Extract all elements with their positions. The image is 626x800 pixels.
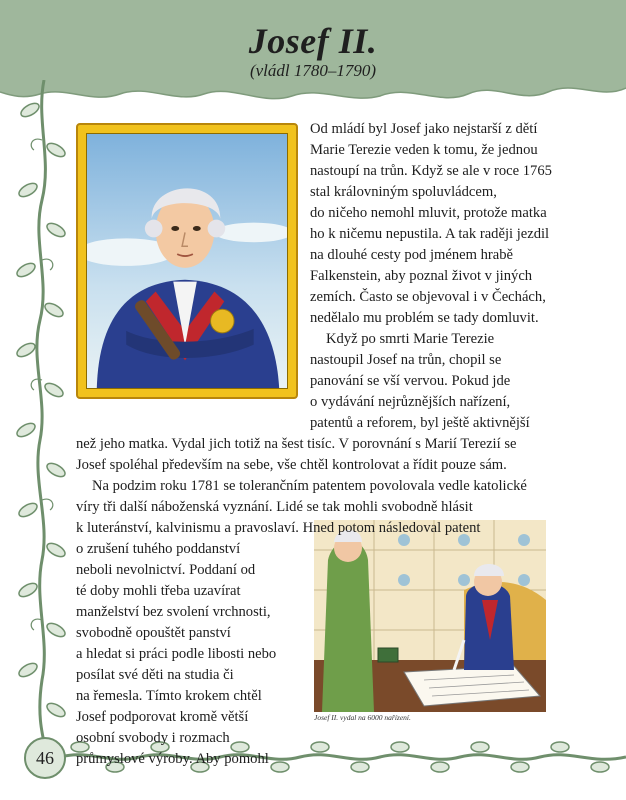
portrait-frame <box>76 123 298 399</box>
body-text-line: manželství bez svolení vrchnosti, <box>76 604 271 620</box>
body-text-line: Když po smrti Marie Terezie <box>326 331 495 347</box>
body-text-line: patentů a reforem, byl ještě aktivnější <box>310 415 530 431</box>
body-text-line: nastoupil Josef na trůn, chopil se <box>310 352 502 368</box>
body-text-line: Od mládí byl Josef jako nejstarší z dětí <box>310 121 538 137</box>
body-text-line: do ničeho nemohl mluvit, protože matka <box>310 205 547 221</box>
scene-caption: Josef II. vydal na 6000 nařízení. <box>314 713 411 722</box>
body-text-line: na řemesla. Tímto krokem chtěl <box>76 688 262 704</box>
body-text-line: na dlouhé cesty pod jménem hrabě <box>310 247 514 263</box>
body-text-line: nedělalo mu problém se tady domluvit. <box>310 310 539 326</box>
portrait-illustration <box>86 133 288 389</box>
body-text-line: zemích. Často se objevoval i v Čechách, <box>310 289 546 305</box>
body-text-line: než jeho matka. Vydal jich totiž na šest tisíc. V porovnání s Marií Terezií se <box>76 436 517 452</box>
body-text-line: a hledat si práci podle libosti nebo <box>76 646 277 662</box>
page-title: Josef II. <box>248 21 378 61</box>
body-text-line: nastoupí na trůn. Když se ale v roce 1765 <box>310 163 552 179</box>
body-text-line: Josef podporovat kromě větší <box>76 709 249 725</box>
page-subtitle: (vládl 1780–1790) <box>249 61 377 80</box>
body-text-line: svobodně opouštět panství <box>76 625 231 641</box>
body-text-line: neboli nevolnictví. Poddaní od <box>76 562 256 578</box>
body-text-line: ho k ničemu nepustila. A tak raději jezdil <box>310 226 550 242</box>
body-text-line: osobní svobody i rozmach <box>76 730 230 746</box>
body-text-line: té doby mohli třeba uzavírat <box>76 583 241 599</box>
body-text-line: panování se vší vervou. Pokud jde <box>310 373 511 389</box>
scene-illustration <box>314 520 546 712</box>
body-text-line: Falkenstein, aby poznal život v jiných <box>310 268 533 284</box>
body-text-line: posílat své děti na studia či <box>76 667 234 683</box>
page-number: 46 <box>24 737 66 779</box>
body-text-line: k luteránství, kalvinismu a pravoslaví. Hned potom následoval patent <box>76 520 481 536</box>
body-text-line: průmyslové výroby. Aby pomohl <box>76 751 269 767</box>
body-text-line: víry tři další náboženská vyznání. Lidé se tak mohli svobodně hlásit <box>76 499 473 515</box>
body-text-line: Na podzim roku 1781 se tolerančním patentem povolovala vedle katolické <box>92 478 527 494</box>
body-text-line: stal královniným spoluvládcem, <box>310 184 497 200</box>
body-text-line: Josef spoléhal především na sebe, vše chtěl kontrolovat a řídit pouze sám. <box>76 457 507 473</box>
body-text-line: o vydávání nejrůznějších nařízení, <box>310 394 511 410</box>
vine-decoration-left <box>0 80 70 760</box>
body-text-line: o zrušení tuhého poddanství <box>76 541 241 557</box>
body-text-line: Marie Terezie veden k tomu, že jednou <box>310 142 538 158</box>
